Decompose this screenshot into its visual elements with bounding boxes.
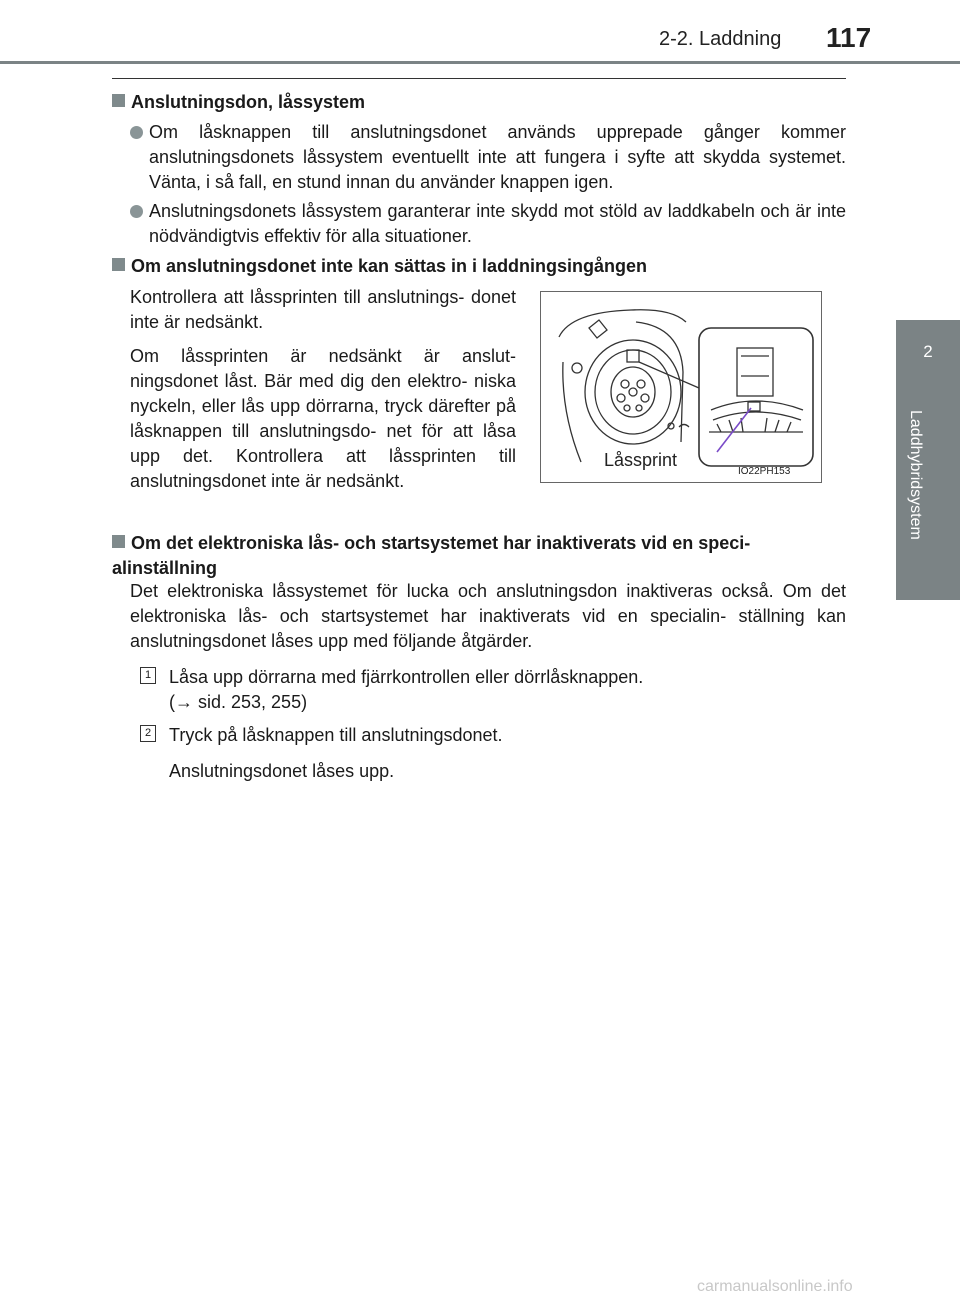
content-divider	[112, 78, 846, 79]
circle-bullet-icon	[130, 205, 143, 218]
step-text-1: Låsa upp dörrarna med fjärrkontrollen eller dörrlåsknappen. (→ sid. 253, 255)	[169, 667, 644, 712]
chapter-label: Laddhybridsystem	[907, 410, 924, 540]
step-number-badge: 1	[140, 667, 156, 684]
bullet-text: Anslutningsdonets låssystem garanterar inte skydd mot stöld av laddkabeln och är inte nödvändigtvis effektiv för alla situationer.	[149, 201, 846, 246]
bullet-text: Om låsknappen till anslutningsdonet används upprepade gånger kommer anslutningsdonets låssystem eventuellt inte att fungera i syfte att skydda systemet. Vänta, i så fall, en stund innan du använder knappen igen.	[149, 122, 846, 192]
chapter-number: 2	[923, 342, 933, 361]
paragraph-check-pin: Kontrollera att låssprinten till anslutnings- donet inte är nedsänkt.	[130, 287, 516, 332]
circle-bullet-icon	[130, 126, 143, 139]
paragraph-special-setting: Det elektroniska låssystemet för lucka och anslutningsdon inaktiveras också. Om det elektroniska lås- och startsystemet har inaktiverats vid en specialin- ställning kan anslutningsdonet låses upp med följande åtgärder.	[130, 581, 846, 651]
page-number: 117	[826, 22, 872, 53]
section-heading-special-setting: Om det elektroniska lås- och startsystemet har inaktiverats vid en speci- alinställning	[112, 533, 751, 578]
square-bullet-icon	[112, 535, 125, 548]
section-heading-lock-system: Anslutningsdon, låssystem	[112, 90, 365, 115]
step-result: Anslutningsdonet låses upp.	[169, 761, 395, 781]
section-heading-cannot-insert: Om anslutningsdonet inte kan sättas in i laddningsingången	[112, 254, 647, 279]
chapter-tab	[896, 320, 960, 600]
step-text-2: Tryck på låsknappen till anslutningsdonet.	[169, 725, 503, 745]
section-title: 2-2. Laddning	[659, 28, 782, 50]
header-divider	[0, 61, 960, 64]
figure-charging-inlet	[540, 291, 822, 483]
figure-code: IO22PH153	[738, 466, 791, 477]
paragraph-pin-locked: Om låssprinten är nedsänkt är anslut- ningsdonet låst. Bär med dig den elektro- niska nyckeln, eller lås upp dörrarna, tryck därefter på låsknappen till anslutningsdo- net för att låsa upp det. Kontrollera att låssprinten till anslutningsdonet inte är nedsänkt.	[130, 346, 516, 491]
square-bullet-icon	[112, 258, 125, 271]
bullet-item	[130, 199, 846, 249]
watermark: carmanualsonline.info	[697, 1278, 853, 1295]
square-bullet-icon	[112, 94, 125, 107]
bullet-item	[130, 120, 846, 195]
charging-inlet-illustration	[541, 292, 821, 482]
figure-label-lock-pin: Låssprint	[604, 450, 678, 470]
step-number-badge: 2	[140, 725, 156, 742]
